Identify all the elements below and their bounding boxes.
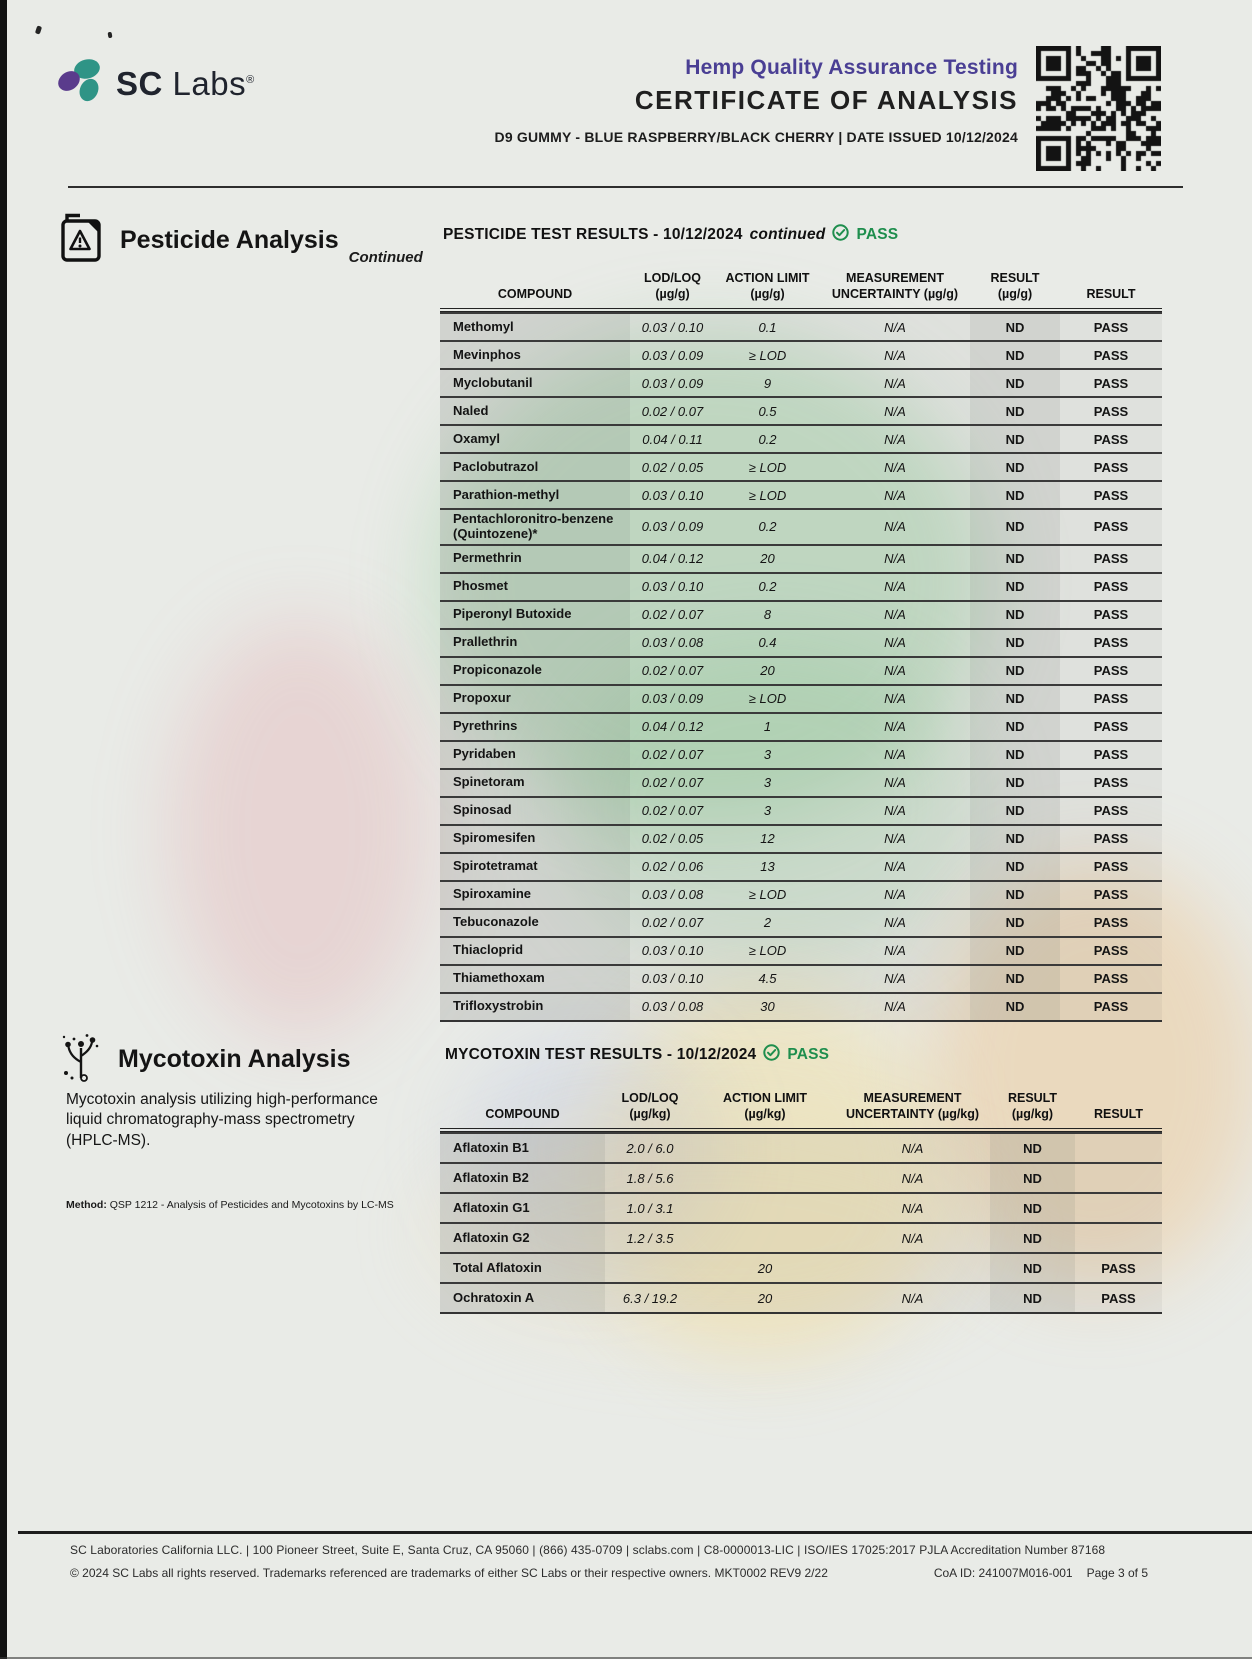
cell-uncertainty: N/A — [820, 770, 970, 796]
cell-action-limit — [695, 1194, 835, 1222]
cell-action-limit: ≥ LOD — [715, 482, 820, 508]
cell-status: PASS — [1060, 398, 1162, 424]
cell-status: PASS — [1060, 574, 1162, 600]
cell-action-limit: 3 — [715, 742, 820, 768]
cell-compound: Piperonyl Butoxide — [440, 602, 630, 628]
pesticide-table-row — [440, 600, 1162, 628]
cell-result: ND — [990, 1194, 1075, 1222]
cell-lod-loq: 0.02 / 0.07 — [630, 398, 715, 424]
cell-uncertainty: N/A — [820, 714, 970, 740]
cell-lod-loq: 0.04 / 0.12 — [630, 714, 715, 740]
cell-action-limit: ≥ LOD — [715, 938, 820, 964]
column-header-line1: RESULT — [1093, 1107, 1144, 1121]
cell-result: ND — [970, 398, 1060, 424]
brand-sc: SC — [116, 64, 163, 102]
cell-result: ND — [970, 910, 1060, 936]
mycotoxin-heading: Mycotoxin Analysis — [118, 1045, 351, 1073]
cell-result: ND — [970, 826, 1060, 852]
cell-lod-loq: 0.02 / 0.07 — [630, 742, 715, 768]
cell-uncertainty: N/A — [820, 574, 970, 600]
cell-uncertainty: N/A — [820, 798, 970, 824]
column-header-line2: (µg/kg) — [1011, 1107, 1054, 1121]
cell-uncertainty: N/A — [820, 510, 970, 544]
pesticide-section-heading — [58, 212, 423, 269]
pesticide-results-title-text: PESTICIDE TEST RESULTS - 10/12/2024 — [443, 226, 743, 243]
cell-lod-loq: 1.0 / 3.1 — [605, 1194, 695, 1222]
cell-compound: Methomyl — [440, 314, 630, 340]
cell-compound: Myclobutanil — [440, 370, 630, 396]
mycotoxin-section-heading — [60, 1032, 350, 1087]
cell-uncertainty: N/A — [820, 398, 970, 424]
cell-result: ND — [970, 770, 1060, 796]
mycotoxin-table-row — [440, 1222, 1162, 1252]
cell-lod-loq: 0.02 / 0.07 — [630, 770, 715, 796]
pesticide-heading: Pesticide Analysis — [120, 226, 339, 254]
cell-uncertainty: N/A — [820, 342, 970, 368]
cell-action-limit: 4.5 — [715, 966, 820, 992]
cell-status: PASS — [1060, 882, 1162, 908]
cell-uncertainty: N/A — [820, 482, 970, 508]
footer-lab-info: SC Laboratories California LLC. | 100 Pioneer Street, Suite E, Santa Cruz, CA 95060 | (866) 435-0709 | sclabs.com | C8-0000013-LIC | ISO/IES 17025:2017 PJLA Accreditation Number 87168 — [70, 1543, 1106, 1557]
cell-compound: Spinosad — [440, 798, 630, 824]
cell-compound: Aflatoxin G1 — [440, 1194, 605, 1222]
cell-uncertainty: N/A — [835, 1134, 990, 1162]
cell-action-limit: 20 — [695, 1254, 835, 1282]
cell-uncertainty: N/A — [820, 826, 970, 852]
cell-result: ND — [970, 994, 1060, 1020]
cell-status: PASS — [1075, 1284, 1162, 1312]
cell-result: ND — [970, 798, 1060, 824]
cell-action-limit: 20 — [695, 1284, 835, 1312]
pesticide-table-row — [440, 508, 1162, 544]
cell-uncertainty: N/A — [820, 658, 970, 684]
cell-status: PASS — [1060, 314, 1162, 340]
cell-action-limit: ≥ LOD — [715, 686, 820, 712]
pesticide-table-row — [440, 424, 1162, 452]
cell-uncertainty: N/A — [820, 454, 970, 480]
cell-compound: Ochratoxin A — [440, 1284, 605, 1312]
pesticide-table — [440, 262, 1162, 1022]
cell-action-limit: 9 — [715, 370, 820, 396]
brand-registered-mark: ® — [246, 73, 255, 86]
cell-action-limit — [695, 1164, 835, 1192]
cell-lod-loq: 0.04 / 0.11 — [630, 426, 715, 452]
cell-action-limit: 20 — [715, 658, 820, 684]
column-header-line1: RESULT — [1007, 1091, 1058, 1105]
cell-lod-loq: 2.0 / 6.0 — [605, 1134, 695, 1162]
cell-result: ND — [990, 1164, 1075, 1192]
mycotoxin-column-header — [990, 1082, 1075, 1128]
scan-edge-strip — [0, 0, 7, 1659]
cell-compound: Prallethrin — [440, 630, 630, 656]
column-header-line1: COMPOUND — [485, 1107, 560, 1121]
pesticide-jug-icon — [58, 212, 104, 269]
cell-status: PASS — [1060, 938, 1162, 964]
pesticide-table-row — [440, 936, 1162, 964]
cell-lod-loq: 0.03 / 0.09 — [630, 510, 715, 544]
column-header-line1: MEASUREMENT — [846, 271, 944, 285]
cell-compound: Aflatoxin B2 — [440, 1164, 605, 1192]
cell-compound: Mevinphos — [440, 342, 630, 368]
mycotoxin-table-body — [440, 1132, 1162, 1314]
pesticide-table-row — [440, 880, 1162, 908]
mycotoxin-column-header — [835, 1082, 990, 1128]
method-text: QSP 1212 - Analysis of Pesticides and Mycotoxins by LC-MS — [106, 1199, 394, 1211]
cell-uncertainty: N/A — [835, 1164, 990, 1192]
column-header-line1: LOD/LOQ — [621, 1091, 679, 1105]
cell-action-limit: 13 — [715, 854, 820, 880]
footer-page-number: Page 3 of 5 — [1086, 1566, 1148, 1580]
pesticide-table-row — [440, 452, 1162, 480]
cell-lod-loq: 0.02 / 0.07 — [630, 910, 715, 936]
cell-result: ND — [990, 1134, 1075, 1162]
cell-result: ND — [970, 714, 1060, 740]
cell-result: ND — [970, 966, 1060, 992]
footer-coa-id: CoA ID: 241007M016-001 — [933, 1566, 1073, 1580]
cell-status: PASS — [1060, 686, 1162, 712]
cell-status — [1075, 1224, 1162, 1252]
sclabs-logo — [56, 58, 255, 109]
pesticide-column-header — [1060, 262, 1162, 308]
cell-lod-loq: 0.03 / 0.10 — [630, 482, 715, 508]
column-header-line1: ACTION LIMIT — [722, 1091, 807, 1105]
pesticide-table-row — [440, 796, 1162, 824]
column-header-line1: COMPOUND — [497, 287, 573, 301]
cell-action-limit — [695, 1134, 835, 1162]
cell-action-limit: 3 — [715, 798, 820, 824]
cell-compound: Spirotetramat — [440, 854, 630, 880]
pesticide-table-row — [440, 368, 1162, 396]
cell-compound: Oxamyl — [440, 426, 630, 452]
mycotoxin-table-row — [440, 1132, 1162, 1162]
cell-result: ND — [970, 630, 1060, 656]
cell-compound: Parathion-methyl — [440, 482, 630, 508]
column-header-line2: (µg/kg) — [744, 1107, 786, 1121]
column-header-line1: RESULT — [990, 271, 1040, 285]
pesticide-table-row — [440, 340, 1162, 368]
pesticide-table-row — [440, 684, 1162, 712]
cell-uncertainty: N/A — [835, 1194, 990, 1222]
cell-action-limit: 2 — [715, 910, 820, 936]
pesticide-table-row — [440, 712, 1162, 740]
mycotoxin-table-row — [440, 1162, 1162, 1192]
cell-result: ND — [990, 1254, 1075, 1282]
cell-compound: Thiacloprid — [440, 938, 630, 964]
mycotoxin-table-row — [440, 1282, 1162, 1312]
cell-compound: Tebuconazole — [440, 910, 630, 936]
mycotoxin-status-badge: PASS — [787, 1046, 830, 1063]
pesticide-table-row — [440, 852, 1162, 880]
cell-lod-loq: 6.3 / 19.2 — [605, 1284, 695, 1312]
pesticide-column-header — [820, 262, 970, 308]
column-header-line1: RESULT — [1086, 287, 1136, 301]
cell-lod-loq — [605, 1254, 695, 1282]
column-header-line1: MEASUREMENT — [863, 1091, 962, 1105]
cell-compound: Spiroxamine — [440, 882, 630, 908]
cell-action-limit: 12 — [715, 826, 820, 852]
cell-action-limit: 0.4 — [715, 630, 820, 656]
cell-uncertainty — [835, 1254, 990, 1282]
scan-speck — [35, 25, 42, 34]
pass-check-icon — [832, 224, 849, 246]
mycotoxin-table-header — [440, 1082, 1162, 1132]
column-header-line2: (µg/kg) — [629, 1107, 671, 1121]
cell-compound: Thiamethoxam — [440, 966, 630, 992]
pesticide-status-badge: PASS — [856, 226, 899, 243]
mycotoxin-column-header — [695, 1082, 835, 1128]
cell-lod-loq: 0.02 / 0.06 — [630, 854, 715, 880]
cell-status — [1075, 1134, 1162, 1162]
qr-code — [1036, 46, 1161, 171]
cell-result: ND — [970, 658, 1060, 684]
pesticide-table-row — [440, 396, 1162, 424]
cell-uncertainty: N/A — [820, 314, 970, 340]
pesticide-column-header — [630, 262, 715, 308]
cell-compound: Spinetoram — [440, 770, 630, 796]
cell-uncertainty: N/A — [820, 686, 970, 712]
cell-status: PASS — [1060, 798, 1162, 824]
cell-compound: Aflatoxin B1 — [440, 1134, 605, 1162]
cell-status: PASS — [1060, 966, 1162, 992]
cell-lod-loq: 0.03 / 0.09 — [630, 686, 715, 712]
cell-uncertainty: N/A — [820, 630, 970, 656]
cell-status: PASS — [1060, 994, 1162, 1020]
column-header-line2: (µg/g) — [750, 287, 785, 301]
cell-action-limit: 30 — [715, 994, 820, 1020]
cell-status: PASS — [1060, 370, 1162, 396]
cell-status: PASS — [1060, 658, 1162, 684]
cell-lod-loq: 0.02 / 0.05 — [630, 826, 715, 852]
pesticide-table-row — [440, 768, 1162, 796]
cell-lod-loq: 0.02 / 0.07 — [630, 658, 715, 684]
pesticide-table-row — [440, 824, 1162, 852]
mycotoxin-column-header — [440, 1082, 605, 1128]
footer-divider — [18, 1531, 1252, 1534]
cell-result: ND — [970, 686, 1060, 712]
scan-color-blob — [170, 620, 430, 1040]
cell-status: PASS — [1060, 910, 1162, 936]
cell-uncertainty: N/A — [820, 966, 970, 992]
cell-action-limit: 0.1 — [715, 314, 820, 340]
cell-status: PASS — [1060, 854, 1162, 880]
cell-action-limit: 8 — [715, 602, 820, 628]
pesticide-results-continued: continued — [749, 226, 826, 243]
cell-result: ND — [970, 546, 1060, 572]
cell-lod-loq: 0.03 / 0.08 — [630, 882, 715, 908]
cell-lod-loq: 0.03 / 0.08 — [630, 630, 715, 656]
cell-result: ND — [970, 854, 1060, 880]
pesticide-heading-suffix: Continued — [348, 249, 423, 266]
cell-action-limit — [695, 1224, 835, 1252]
cell-compound: Propiconazole — [440, 658, 630, 684]
pass-check-icon — [763, 1044, 780, 1066]
cell-compound: Pyrethrins — [440, 714, 630, 740]
cell-action-limit: ≥ LOD — [715, 882, 820, 908]
cell-result: ND — [970, 938, 1060, 964]
pesticide-column-header — [970, 262, 1060, 308]
mycotoxin-column-header — [1075, 1082, 1162, 1128]
cell-result: ND — [970, 314, 1060, 340]
cell-compound: Propoxur — [440, 686, 630, 712]
cell-uncertainty: N/A — [820, 938, 970, 964]
cell-lod-loq: 1.8 / 5.6 — [605, 1164, 695, 1192]
cell-compound: Total Aflatoxin — [440, 1254, 605, 1282]
cell-status: PASS — [1060, 546, 1162, 572]
cell-action-limit: 3 — [715, 770, 820, 796]
pesticide-results-title — [443, 224, 898, 246]
header-titles — [458, 56, 1018, 145]
column-header-line1: ACTION LIMIT — [725, 271, 810, 285]
pesticide-table-row — [440, 964, 1162, 992]
cell-uncertainty: N/A — [835, 1224, 990, 1252]
mycotoxin-results-title-text: MYCOTOXIN TEST RESULTS - 10/12/2024 — [445, 1046, 757, 1063]
cell-action-limit: 1 — [715, 714, 820, 740]
cell-result: ND — [970, 454, 1060, 480]
cell-result: ND — [970, 602, 1060, 628]
cell-lod-loq: 0.03 / 0.10 — [630, 574, 715, 600]
footer-legal-row — [70, 1566, 1148, 1580]
cell-uncertainty: N/A — [820, 426, 970, 452]
cell-action-limit: 0.5 — [715, 398, 820, 424]
mycotoxin-description: Mycotoxin analysis utilizing high-performance liquid chromatography-mass spectrometry (HPLC-MS). — [66, 1091, 378, 1149]
cell-compound: Spiromesifen — [440, 826, 630, 852]
mycotoxin-column-header — [605, 1082, 695, 1128]
cell-action-limit: 20 — [715, 546, 820, 572]
cell-status: PASS — [1060, 714, 1162, 740]
header-divider — [68, 186, 1183, 188]
cell-result: ND — [990, 1284, 1075, 1312]
cell-uncertainty: N/A — [835, 1284, 990, 1312]
sclabs-logo-text — [116, 65, 255, 103]
cell-status: PASS — [1060, 826, 1162, 852]
cell-action-limit: ≥ LOD — [715, 342, 820, 368]
cell-result: ND — [990, 1224, 1075, 1252]
pesticide-column-header — [440, 262, 630, 308]
pesticide-table-row — [440, 480, 1162, 508]
method-label: Method: — [66, 1199, 107, 1211]
pesticide-table-header — [440, 262, 1162, 312]
cell-result: ND — [970, 882, 1060, 908]
cell-status: PASS — [1060, 742, 1162, 768]
cell-action-limit: 0.2 — [715, 510, 820, 544]
cell-result: ND — [970, 426, 1060, 452]
cell-status — [1075, 1164, 1162, 1192]
cell-lod-loq: 0.03 / 0.10 — [630, 314, 715, 340]
column-header-line2: (µg/g) — [997, 287, 1033, 301]
cell-uncertainty: N/A — [820, 994, 970, 1020]
cell-lod-loq: 0.02 / 0.07 — [630, 602, 715, 628]
cell-compound: Paclobutrazol — [440, 454, 630, 480]
cell-lod-loq: 0.03 / 0.10 — [630, 938, 715, 964]
cell-status: PASS — [1060, 482, 1162, 508]
cell-result: ND — [970, 482, 1060, 508]
cell-status — [1075, 1194, 1162, 1222]
cell-status: PASS — [1060, 454, 1162, 480]
cell-status: PASS — [1060, 770, 1162, 796]
column-header-line2: UNCERTAINTY (µg/g) — [831, 287, 959, 301]
cell-result: ND — [970, 742, 1060, 768]
pesticide-table-row — [440, 656, 1162, 684]
mycotoxin-table-row — [440, 1192, 1162, 1222]
cell-uncertainty: N/A — [820, 882, 970, 908]
pesticide-table-body — [440, 312, 1162, 1022]
cell-result: ND — [970, 370, 1060, 396]
pesticide-table-row — [440, 992, 1162, 1020]
sample-line: D9 GUMMY - BLUE RASPBERRY/BLACK CHERRY | DATE ISSUED 10/12/2024 — [494, 129, 1018, 145]
column-header-line1: LOD/LOQ — [644, 271, 701, 285]
sclabs-logo-icon — [56, 58, 104, 109]
cell-lod-loq: 0.03 / 0.08 — [630, 994, 715, 1020]
cell-lod-loq: 0.03 / 0.09 — [630, 370, 715, 396]
cell-status: PASS — [1060, 602, 1162, 628]
cell-status: PASS — [1075, 1254, 1162, 1282]
cell-result: ND — [970, 510, 1060, 544]
pesticide-table-row — [440, 544, 1162, 572]
pesticide-table-row — [440, 312, 1162, 340]
cell-compound: Permethrin — [440, 546, 630, 572]
cell-compound: Aflatoxin G2 — [440, 1224, 605, 1252]
cell-lod-loq: 1.2 / 3.5 — [605, 1224, 695, 1252]
cell-uncertainty: N/A — [820, 602, 970, 628]
cell-lod-loq: 0.03 / 0.09 — [630, 342, 715, 368]
cell-uncertainty: N/A — [820, 854, 970, 880]
cell-lod-loq: 0.02 / 0.05 — [630, 454, 715, 480]
pesticide-table-row — [440, 628, 1162, 656]
column-header-line2: UNCERTAINTY (µg/kg) — [845, 1107, 980, 1121]
mycotoxin-table-row — [440, 1252, 1162, 1282]
mycotoxin-sprig-icon — [60, 1032, 102, 1087]
cell-status: PASS — [1060, 426, 1162, 452]
cell-compound: Pyridaben — [440, 742, 630, 768]
cell-action-limit: 0.2 — [715, 426, 820, 452]
cell-compound: Pentachloronitro-benzene (Quintozene)* — [440, 510, 630, 544]
cell-status: PASS — [1060, 630, 1162, 656]
cell-uncertainty: N/A — [820, 546, 970, 572]
pesticide-table-row — [440, 908, 1162, 936]
cell-uncertainty: N/A — [820, 910, 970, 936]
cell-compound: Trifloxystrobin — [440, 994, 630, 1020]
mycotoxin-table — [440, 1082, 1162, 1314]
cell-lod-loq: 0.03 / 0.10 — [630, 966, 715, 992]
cell-compound: Phosmet — [440, 574, 630, 600]
brand-labs: Labs — [172, 64, 247, 102]
cell-action-limit: ≥ LOD — [715, 454, 820, 480]
cell-status: PASS — [1060, 342, 1162, 368]
cell-lod-loq: 0.04 / 0.12 — [630, 546, 715, 572]
cell-result: ND — [970, 342, 1060, 368]
cell-uncertainty: N/A — [820, 370, 970, 396]
footer-copyright: © 2024 SC Labs all rights reserved. Trademarks referenced are trademarks of either SC Labs or their respective owners. MKT0002 REV9 2/22 — [70, 1566, 828, 1580]
column-header-line2: (µg/g) — [655, 287, 690, 301]
cell-uncertainty: N/A — [820, 742, 970, 768]
scan-speck — [108, 32, 113, 39]
cell-lod-loq: 0.02 / 0.07 — [630, 798, 715, 824]
mycotoxin-method — [66, 1198, 396, 1213]
mycotoxin-results-title — [445, 1044, 829, 1066]
cell-status: PASS — [1060, 510, 1162, 544]
cell-compound: Naled — [440, 398, 630, 424]
pesticide-column-header — [715, 262, 820, 308]
program-title: Hemp Quality Assurance Testing — [685, 56, 1018, 79]
cell-result: ND — [970, 574, 1060, 600]
doc-title: CERTIFICATE OF ANALYSIS — [634, 85, 1018, 115]
cell-action-limit: 0.2 — [715, 574, 820, 600]
pesticide-table-row — [440, 740, 1162, 768]
pesticide-table-row — [440, 572, 1162, 600]
